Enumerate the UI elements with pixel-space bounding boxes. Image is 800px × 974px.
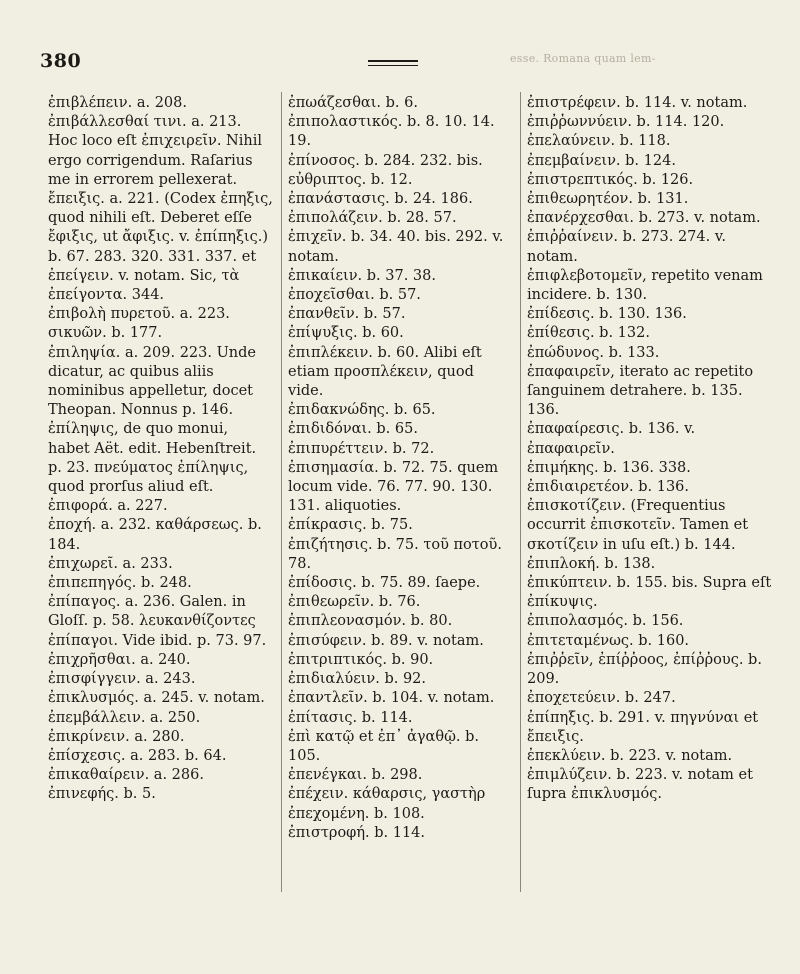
index-entry: ἐπιχεῖν. b. 34. 40. bis. 292. v. notam.	[288, 229, 509, 265]
index-entry: ἐπαντλεῖν. b. 104. v. notam.	[288, 690, 495, 707]
index-entry: ἐπιῤῥωννύειν. b. 114. 120.	[527, 114, 725, 131]
index-entry: ἐπίτασις. b. 114.	[288, 709, 413, 726]
index-entry: ἐπισημασία. b. 72. 75. quem locum vide. 76. 77. 90. 130. 131. aliquoties.	[288, 459, 503, 515]
index-entry: ἐπίψυξις. b. 60.	[288, 325, 404, 342]
index-entry: ἐπαφαίρεσις. b. 136. v. ἐπαφαιρεῖν.	[527, 421, 700, 457]
index-entry: ἐπικαθαίρειν. a. 286.	[48, 767, 204, 784]
index-entry: ἐπίσχεσις. a. 283. b. 64.	[48, 747, 227, 764]
index-entry: ἐποχεῖσθαι. b. 57.	[288, 287, 421, 304]
index-entry: ἐπεκλύειν. b. 223. v. notam.	[527, 747, 733, 764]
header-rule-bar	[368, 60, 418, 62]
index-entry: ἐποχετεύειν. b. 247.	[527, 690, 676, 707]
index-entry: ἐπιζήτησις. b. 75. τοῦ ποτοῦ. 78.	[288, 536, 507, 572]
column-divider	[520, 92, 521, 892]
index-entry: ἐπίθεσις. b. 132.	[527, 325, 650, 342]
index-entry: ἐπικαίειν. b. 37. 38.	[288, 267, 436, 284]
index-entry: ἐπιστροφή. b. 114.	[288, 824, 426, 841]
index-entry: ἐπανθεῖν. b. 57.	[288, 306, 406, 323]
index-entry: ἐπιδιαλύειν. b. 92.	[288, 671, 426, 688]
index-entry: ἐπώδυνος. b. 133.	[527, 344, 660, 361]
index-entry: ἐπιπολάζειν. b. 28. 57.	[288, 210, 457, 227]
index-entry: ἐπέχειν. κάθαρσις, γαστὴρ ἐπεχομένη. b. 108.	[288, 786, 490, 822]
index-entry: ἐπιπλέκειν. b. 60. Alibi eſt etiam προσπλέκειν, quod vide.	[288, 344, 487, 400]
index-entry: ἐπιφλεβοτομεῖν, repetito venam incidere. b. 130.	[527, 267, 768, 304]
header-rule-bar	[368, 65, 418, 66]
index-entry: ἐπιπυρέττειν. b. 72.	[288, 440, 435, 457]
index-column-3	[527, 94, 774, 954]
index-entry: ἐπιθεωρητέον. b. 131.	[527, 191, 689, 208]
index-entry: ἐπισφίγγειν. a. 243.	[48, 671, 196, 688]
index-entry: ἐπίπηξις. b. 291. v. πηγνύναι et ἔπειξις.	[527, 709, 763, 745]
index-entry: ἐπιστρεπτικός. b. 126.	[527, 171, 694, 188]
index-entry: ἔπειξις. a. 221. (Codex ἐπηξις, quod nihili eſt. Deberet eſſe ἔφιξις, ut ἄφιξις. v. ἐπίπηξις.) b. 67. 283. 320. 331. 337. et ἐπείγειν. v. notam. Sic, τὰ ἐπείγοντα. 344.	[48, 191, 278, 304]
header-ornament-rule	[368, 60, 418, 69]
index-entry: ἐπιπεπηγός. b. 248.	[48, 575, 192, 592]
index-entry: ἐπισύφειν. b. 89. v. notam.	[288, 632, 484, 649]
index-entry: ἐπὶ κατῷ et ἐπ᾽ ἀγαθῷ. b. 105.	[288, 728, 484, 764]
index-entry: ἐπιμήκης. b. 136. 338.	[527, 459, 691, 476]
index-entry: ἐπισκοτίζειν. (Frequentius occurrit ἐπισκοτεῖν. Tamen et σκοτίζειν in uſu eſt.) b. 144.	[527, 498, 753, 553]
index-entry: ἐπιῤῥαίνειν. b. 273. 274. v. notam.	[527, 229, 731, 265]
index-entry: ἐπιθεωρεῖν. b. 76.	[288, 594, 421, 611]
index-entry: ἐπικύπτειν. b. 155. bis. Supra eſt ἐπίκυψις.	[527, 575, 776, 611]
index-entry: ἐπίδοσις. b. 75. 89. ſaepe.	[288, 575, 481, 592]
index-entry: ἐπιληψία. a. 209. 223. Unde dicatur, ac quibus aliis nominibus appelletur, docet Theopan. Nonnus p. 146. ἐπίληψις, de quo monui, habet Aët. edit. Hebenſtreit. p. 23. πνεύματος ἐπίληψις, quod prorſus aliud eſt.	[48, 344, 261, 496]
index-entry: ἐπανέρχεσθαι. b. 273. v. notam.	[527, 210, 761, 227]
index-entry: ἐπαφαιρεῖν, iterato ac repetito ſanguinem detrahere. b. 135. 136.	[527, 363, 758, 419]
index-entry: ἐπικλυσμός. a. 245. v. notam.	[48, 690, 265, 707]
index-entry: ἐπιδιδόναι. b. 65.	[288, 421, 418, 438]
index-entry: ἐπίνοσος. b. 284. 232. bis.	[288, 152, 483, 169]
index-entry: ἐπιπλοκή. b. 138.	[527, 555, 656, 572]
index-entry: ἐπελαύνειν. b. 118.	[527, 133, 671, 150]
index-column-2	[288, 94, 512, 954]
index-entry: ἐπινεφής. b. 5.	[48, 786, 156, 803]
index-entry: ἐπιπολασμός. b. 156.	[527, 613, 684, 630]
index-entry: ἐπιδακνώδης. b. 65.	[288, 402, 436, 419]
index-entry: ἐπιδιαιρετέον. b. 136.	[527, 479, 690, 496]
index-column-1	[48, 94, 278, 954]
index-entry: ἐπίπαγος. a. 236. Galen. in Gloſſ. p. 58. λευκανθίζοντες ἐπίπαγοι. Vide ibid. p. 73. 97.	[48, 594, 267, 649]
index-entry: ἐπικρίνειν. a. 280.	[48, 728, 185, 745]
index-entry: ἐπιῤῥεῖν, ἐπίῤῥοος, ἐπίῤῥους. b. 209.	[527, 651, 767, 688]
index-entry: ἐπιπλεονασμόν. b. 80.	[288, 613, 453, 630]
index-entry: ἐπίκρασις. b. 75.	[288, 517, 413, 534]
page-number: 380	[40, 50, 82, 72]
index-entry: ἐποχή. a. 232. καθάρσεως. b. 184.	[48, 517, 267, 553]
index-entry: ἐπανάστασις. b. 24. 186.	[288, 191, 473, 208]
index-entry: ἐπιβάλλεσθαί τινι. a. 213. Hoc loco eſt ἐπιχειρεῖν. Nihil ergo corrigendum. Raſarius me in errorem pellexerat.	[48, 114, 267, 188]
index-entry: ἐπιβλέπειν. a. 208.	[48, 95, 187, 111]
index-entry: ἐπιχωρεῖ. a. 233.	[48, 555, 173, 572]
index-entry: ἐπιστρέφειν. b. 114. v. notam.	[527, 95, 748, 111]
column-divider	[281, 92, 282, 892]
index-entry: ἐπίδεσις. b. 130. 136.	[527, 306, 687, 323]
index-entry: ἐπιβολὴ πυρετοῦ. a. 223. σικυῶν. b. 177.	[48, 306, 235, 342]
index-entry: ἐπιτεταμένως. b. 160.	[527, 632, 690, 649]
index-entry: ἐπιμλύζειν. b. 223. v. notam et ſupra ἐπικλυσμός.	[527, 767, 758, 803]
index-entry: ἐπεμβάλλειν. a. 250.	[48, 709, 201, 726]
index-entry: ἐπιχρῆσθαι. a. 240.	[48, 651, 191, 668]
bleed-through-text: esse. Romana quam lem-	[510, 52, 656, 65]
index-entry: ἐπιφορά. a. 227.	[48, 498, 168, 515]
index-entry: ἐπιπολαστικός. b. 8. 10. 14. 19.	[288, 114, 500, 150]
index-entry: εὐθριπτος. b. 12.	[288, 171, 413, 188]
index-entry: ἐπωάζεσθαι. b. 6.	[288, 95, 418, 111]
index-entry: ἐπιτριπτικός. b. 90.	[288, 651, 434, 668]
index-entry: ἐπεμβαίνειν. b. 124.	[527, 152, 676, 169]
index-entry: ἐπενέγκαι. b. 298.	[288, 767, 423, 784]
